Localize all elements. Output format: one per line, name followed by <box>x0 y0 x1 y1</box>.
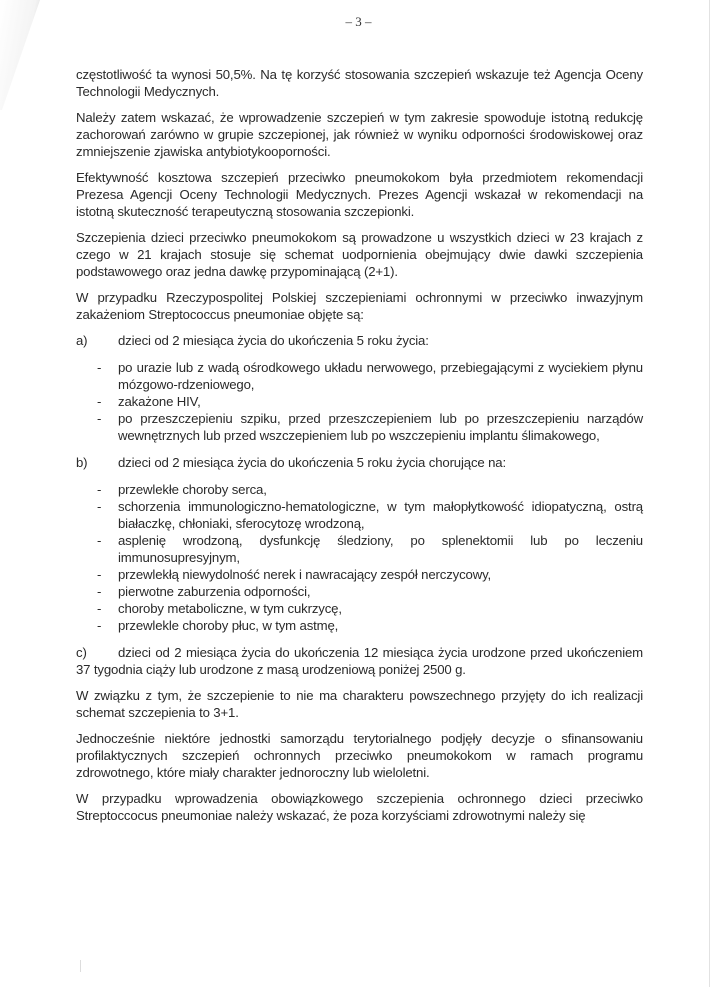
paragraph-2: Należy zatem wskazać, że wprowadzenie szczepień w tym zakresie spowoduje istotną redukcję zachorowań zarówno w grupie szczepionej, jak również w wyniku odporności środowiskowej oraz zmniejszenie zjawiska antybiotykooporności. <box>76 110 643 159</box>
list-label-c: c) <box>76 645 87 660</box>
list-text-a: dzieci od 2 miesiąca życia do ukończenia 5 roku życia: <box>118 333 429 348</box>
paragraph-6: W związku z tym, że szczepienie to nie ma charakteru powszechnego przyjęty do ich realizacji schemat szczepienia to 3+1. <box>76 688 643 720</box>
list-item-c <box>76 644 643 678</box>
dash-bullet: - <box>97 394 102 409</box>
dash-bullet: - <box>97 567 102 582</box>
sublist-item: - po przeszczepieniu szpiku, przed przeszczepieniem lub po przeszczepieniu narządów wewnętrznych lub przed wszczepieniem lub po wszczepieniu implantu ślimakowego, <box>76 410 643 444</box>
list-label-b: b) <box>76 455 88 470</box>
page-edge-line <box>709 0 710 987</box>
paragraph-1: częstotliwość ta wynosi 50,5%. Na tę korzyść stosowania szczepień wskazuje też Agencja Oceny Technologii Medycznych. <box>76 67 643 99</box>
sublist-item: - pierwotne zaburzenia odporności, <box>76 583 643 600</box>
list-item-a <box>76 332 643 349</box>
sublist-item: - choroby metaboliczne, w tym cukrzycę, <box>76 600 643 617</box>
sublist-a <box>76 359 643 444</box>
dash-bullet: - <box>97 601 102 616</box>
list-text-c: dzieci od 2 miesiąca życia do ukończenia 12 miesiąca życia urodzone przed ukończeniem 37 tygodnia ciąży lub urodzone z masą urodzeniową poniżej 2500 g. <box>76 645 643 677</box>
sublist-item: - zakażone HIV, <box>76 393 643 410</box>
sublist-item: - przewlekle choroby płuc, w tym astmę, <box>76 617 643 634</box>
dash-bullet: - <box>97 533 102 548</box>
paragraph-8: W przypadku wprowadzenia obowiązkowego szczepienia ochronnego dzieci przeciwko Streptoccocus pneumoniae należy wskazać, że poza korzyściami zdrowotnymi należy się <box>76 791 643 823</box>
paragraph-4: Szczepienia dzieci przeciwko pneumokokom są prowadzone u wszystkich dzieci w 23 krajach z czego w 21 krajach stosuje się schemat uodpornienia obejmujący dwie dawki szczepienia podstawowego oraz jedna dawkę przypominającą (2+1). <box>76 230 643 279</box>
sublist-item: - asplenię wrodzoną, dysfunkcję śledziony, po splenektomii lub po leczeniu immunosupresyjnym, <box>76 532 643 566</box>
list-text-b: dzieci od 2 miesiąca życia do ukończenia 5 roku życia chorujące na: <box>118 455 506 470</box>
sublist-item: - po urazie lub z wadą ośrodkowego układu nerwowego, przebiegającymi z wyciekiem płynu mózgowo-rdzeniowego, <box>76 359 643 393</box>
sublist-item: - przewlekłą niewydolność nerek i nawracający zespół nerczycowy, <box>76 566 643 583</box>
paragraph-3: Efektywność kosztowa szczepień przeciwko pneumokokom była przedmiotem rekomendacji Prezesa Agencji Oceny Technologii Medycznych. Prezes Agencji wskazał w rekomendacji na istotną skuteczność terapeutyczną stosowania szczepionki. <box>76 170 643 219</box>
list-label-a: a) <box>76 333 88 348</box>
sublist-item: - schorzenia immunologiczno-hematologiczne, w tym małopłytkowość idiopatyczną, ostrą białaczkę, chłoniaki, sferocytozę wrodzoną, <box>76 498 643 532</box>
list-item-b <box>76 454 643 471</box>
dash-bullet: - <box>97 499 102 514</box>
dash-bullet: - <box>97 360 102 375</box>
paragraph-7: Jednocześnie niektóre jednostki samorządu terytorialnego podjęły decyzje o sfinansowaniu profilaktycznych szczepień ochronnych przeciwko pneumokokom w ramach programu zdrowotnego, które miały charakter jednoroczny lub wieloletni. <box>76 731 643 780</box>
sublist-b <box>76 481 643 634</box>
sublist-item: - przewlekłe choroby serca, <box>76 481 643 498</box>
page-number: – 3 – <box>345 14 372 29</box>
document-body <box>76 66 643 833</box>
dash-bullet: - <box>97 584 102 599</box>
dash-bullet: - <box>97 618 102 633</box>
dash-bullet: - <box>97 482 102 497</box>
scan-speck <box>80 960 81 972</box>
dash-bullet: - <box>97 411 102 426</box>
paragraph-5: W przypadku Rzeczypospolitej Polskiej szczepieniami ochronnymi w przeciwko inwazyjnym zakażeniom Streptococcus pneumoniae objęte są: <box>76 290 643 322</box>
